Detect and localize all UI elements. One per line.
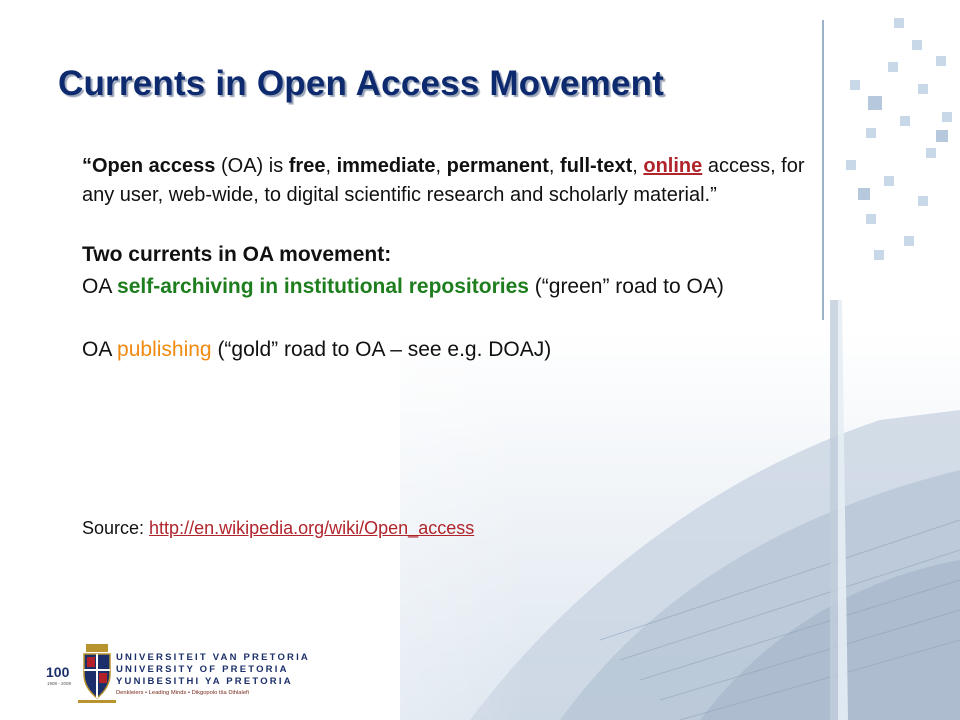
source-line: [82, 518, 474, 539]
quote-comma-3: ,: [548, 155, 561, 177]
quote-text-1: (OA) is: [215, 155, 289, 177]
green-road-item: [82, 271, 842, 303]
spacer: [82, 303, 842, 334]
university-tagline: Denkleiers • Leading Minds • Dikgopolo tša Dihlalefi: [116, 690, 249, 696]
university-name-block: [116, 652, 310, 698]
gold-road-term: publishing: [117, 338, 212, 361]
spacer: [82, 210, 842, 239]
university-logo: [40, 640, 310, 704]
quote-comma-1: ,: [325, 155, 337, 177]
term-free: free: [288, 155, 326, 177]
green-road-prefix: OA: [82, 275, 118, 298]
quote-text-2: access, for any user, web-wide, to digital scientific research and scholarly material.”: [82, 155, 805, 206]
gold-road-prefix: OA: [82, 338, 118, 361]
university-name-english: UNIVERSITY OF PRETORIA: [116, 664, 289, 675]
term-open-access: Open access: [92, 155, 216, 177]
open-quote-mark: “: [82, 155, 92, 177]
centenary-years: 1908 - 2008: [47, 681, 72, 686]
quote-comma-2: ,: [435, 155, 447, 177]
currents-heading: Two currents in OA movement:: [82, 243, 392, 266]
source-link[interactable]: http://en.wikipedia.org/wiki/Open_access: [149, 518, 475, 538]
centenary-number: 100: [46, 664, 70, 680]
source-label: Source:: [82, 518, 150, 538]
green-road-suffix: (“green” road to OA): [528, 275, 724, 298]
oa-definition-quote: [82, 152, 842, 210]
online-link[interactable]: online: [643, 155, 703, 177]
gold-road-suffix: (“gold” road to OA – see e.g. DOAJ): [211, 338, 552, 361]
slide-body: [82, 152, 842, 366]
gold-road-item: [82, 334, 842, 366]
term-full-text: full-text: [560, 155, 633, 177]
green-road-term: self-archiving in institutional repositories: [117, 275, 529, 298]
term-permanent: permanent: [446, 155, 549, 177]
university-name-sepedi: YUNIBESITHI YA PRETORIA: [116, 676, 293, 687]
quote-comma-4: ,: [632, 155, 644, 177]
term-immediate: immediate: [336, 155, 436, 177]
slide-title: Currents in Open Access Movement: [58, 64, 665, 103]
university-name-afrikaans: UNIVERSITEIT VAN PRETORIA: [116, 652, 310, 663]
